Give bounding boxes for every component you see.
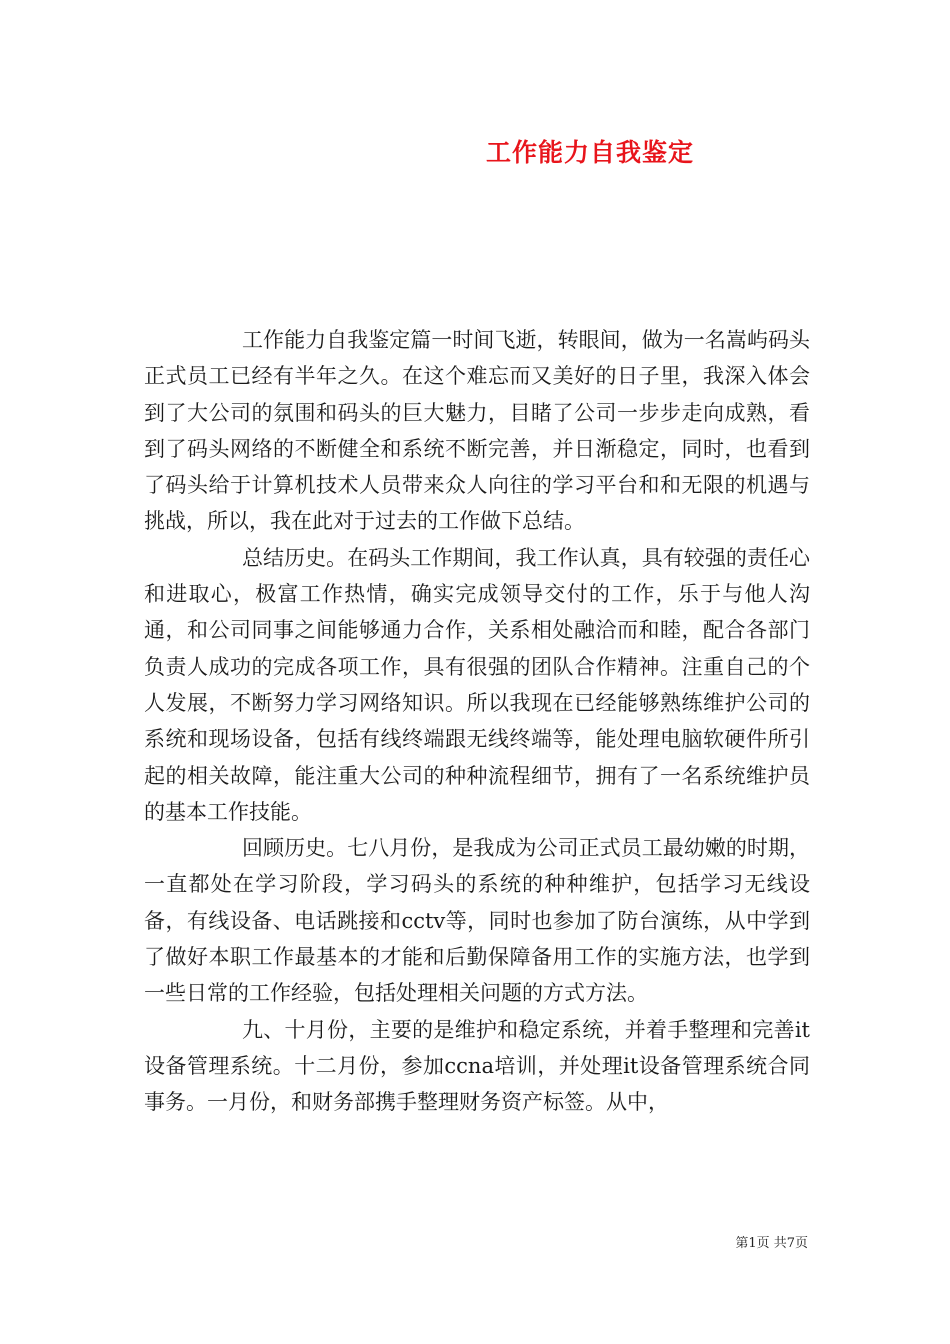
paragraph-review: 回顾历史。七八月份，是我成为公司正式员工最幼嫩的时期，一直都处在学习阶段，学习码头的系统的种种维护，包括学习无线设备，有线设备、电话跳接和cctv等，同时也参加了防台演练，从中学到了做好本职工作最基本的才能和后勤保障备用工作的实施方法，也学到一些日常的工作经验，包括处理相关问题的方式方法。 [144, 836, 810, 1006]
paragraph-months: 九、十月份，主要的是维护和稳定系统，并着手整理和完善it设备管理系统。十二月份，参加ccna培训，并处理it设备管理系统合同事务。一月份，和财务部携手整理财务资产标签。从中， [144, 1017, 810, 1115]
document-body [144, 322, 810, 1121]
document-title: 工作能力自我鉴定 [485, 138, 694, 167]
paragraph-summary: 总结历史。在码头工作期间，我工作认真，具有较强的责任心和进取心，极富工作热情，确实完成领导交付的工作，乐于与他人沟通，和公司同事之间能够通力合作，关系相处融洽而和睦，配合各部门负责人成功的完成各项工作，具有很强的团队合作精神。注重自己的个人发展，不断努力学习网络知识。所以我现在已经能够熟练维护公司的系统和现场设备，包括有线终端跟无线终端等，能处理电脑软硬件所引起的相关故障，能注重大公司的种种流程细节，拥有了一名系统维护员的基本工作技能。 [144, 545, 810, 824]
page-number-footer: 第1页 共7页 [735, 1236, 808, 1251]
paragraph-intro: 工作能力自我鉴定篇一时间飞逝，转眼间，做为一名嵩屿码头正式员工已经有半年之久。在这个难忘而又美好的日子里，我深入体会到了大公司的氛围和码头的巨大魅力，目睹了公司一步步走向成熟，看到了码头网络的不断健全和系统不断完善，并日渐稳定，同时，也看到了码头给于计算机技术人员带来众人向往的学习平台和和无限的机遇与挑战，所以，我在此对于过去的工作做下总结。 [144, 328, 810, 534]
